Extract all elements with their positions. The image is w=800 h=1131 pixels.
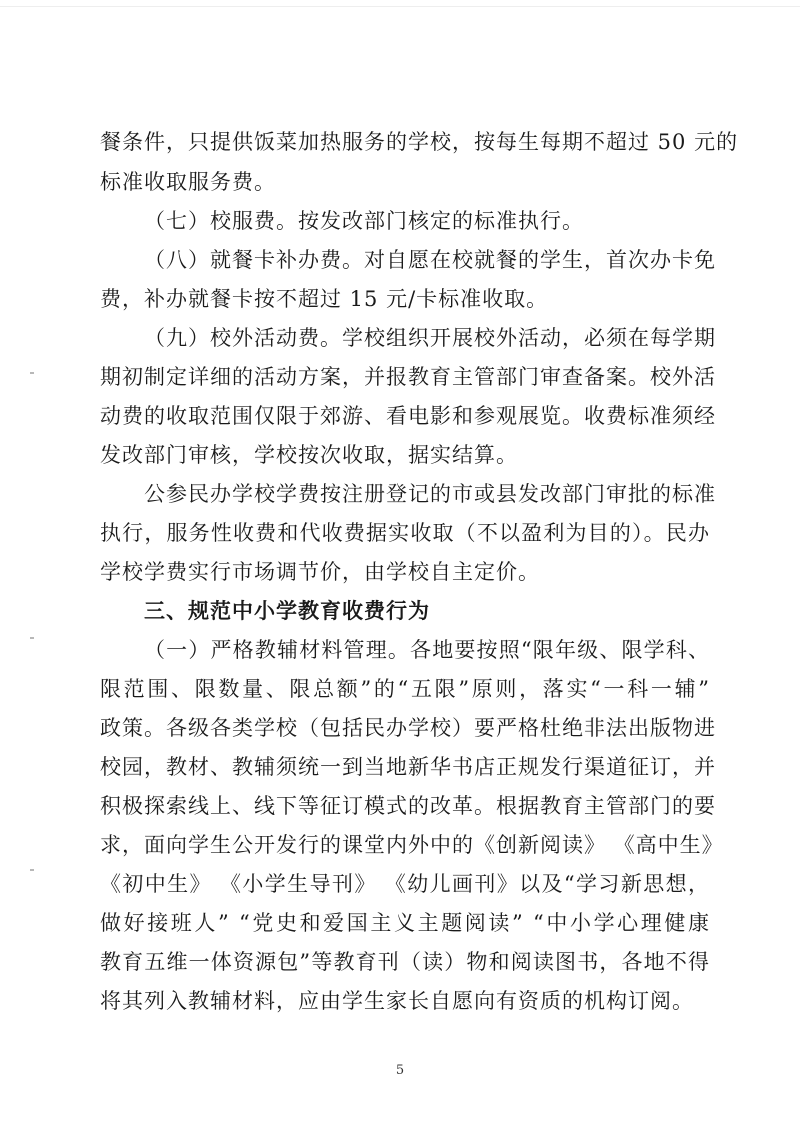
- body-line: 期初制定详细的活动方案，并报教育主管部门审查备案。校外活: [100, 365, 716, 389]
- margin-mark: [30, 637, 34, 639]
- body-line: 《初中生》 《小学生导刊》 《幼儿画刊》以及“学习新思想，: [100, 872, 710, 896]
- body-line: 动费的收取范围仅限于郊游、看电影和参观展览。收费标准须经: [100, 404, 716, 428]
- body-line: （七）校服费。按发改部门核定的标准执行。: [144, 209, 584, 233]
- body-line: 做好接班人” “党史和爱国主义主题阅读” “中小学心理健康: [100, 911, 710, 935]
- body-line: 餐条件，只提供饭菜加热服务的学校，按每生每期不超过 50 元的: [100, 130, 739, 154]
- page-number: 5: [395, 1063, 405, 1078]
- body-line: （九）校外活动费。学校组织开展校外活动，必须在每学期: [144, 326, 716, 350]
- body-line: 限范围、限数量、限总额”的“五限”原则，落实“一科一辅”: [100, 677, 710, 701]
- body-line: 学校学费实行市场调节价，由学校自主定价。: [100, 560, 540, 584]
- body-line: 费，补办就餐卡按不超过 15 元/卡标准收取。: [100, 287, 549, 311]
- body-line: 政策。各级各类学校（包括民办学校）要严格杜绝非法出版物进: [100, 716, 716, 740]
- body-line: 标准收取服务费。: [100, 170, 276, 194]
- body-line: 公参民办学校学费按注册登记的市或县发改部门审批的标准: [144, 482, 716, 506]
- body-line: 将其列入教辅材料，应由学生家长自愿向有资质的机构订阅。: [100, 989, 694, 1013]
- body-line: 求，面向学生公开发行的课堂内外中的《创新阅读》 《高中生》: [100, 833, 724, 857]
- margin-mark: [30, 869, 34, 871]
- body-line: 校园，教材、教辅须统一到当地新华书店正规发行渠道征订，并: [100, 755, 716, 779]
- body-line: 教育五维一体资源包”等教育刊（读）物和阅读图书，各地不得: [100, 950, 710, 974]
- margin-mark: [30, 372, 34, 374]
- top-rule: [0, 6, 800, 7]
- body-line: （八）就餐卡补办费。对自愿在校就餐的学生，首次办卡免: [144, 248, 716, 272]
- body-line: （一）严格教辅材料管理。各地要按照“限年级、限学科、: [144, 638, 710, 662]
- body-line: 执行，服务性收费和代收费据实收取（不以盈利为目的）。民办: [100, 521, 710, 545]
- body-line: 积极探索线上、线下等征订模式的改革。根据教育主管部门的要: [100, 794, 716, 818]
- section-heading: 三、规范中小学教育收费行为: [144, 599, 430, 623]
- body-line: 发改部门审核，学校按次收取，据实结算。: [100, 443, 518, 467]
